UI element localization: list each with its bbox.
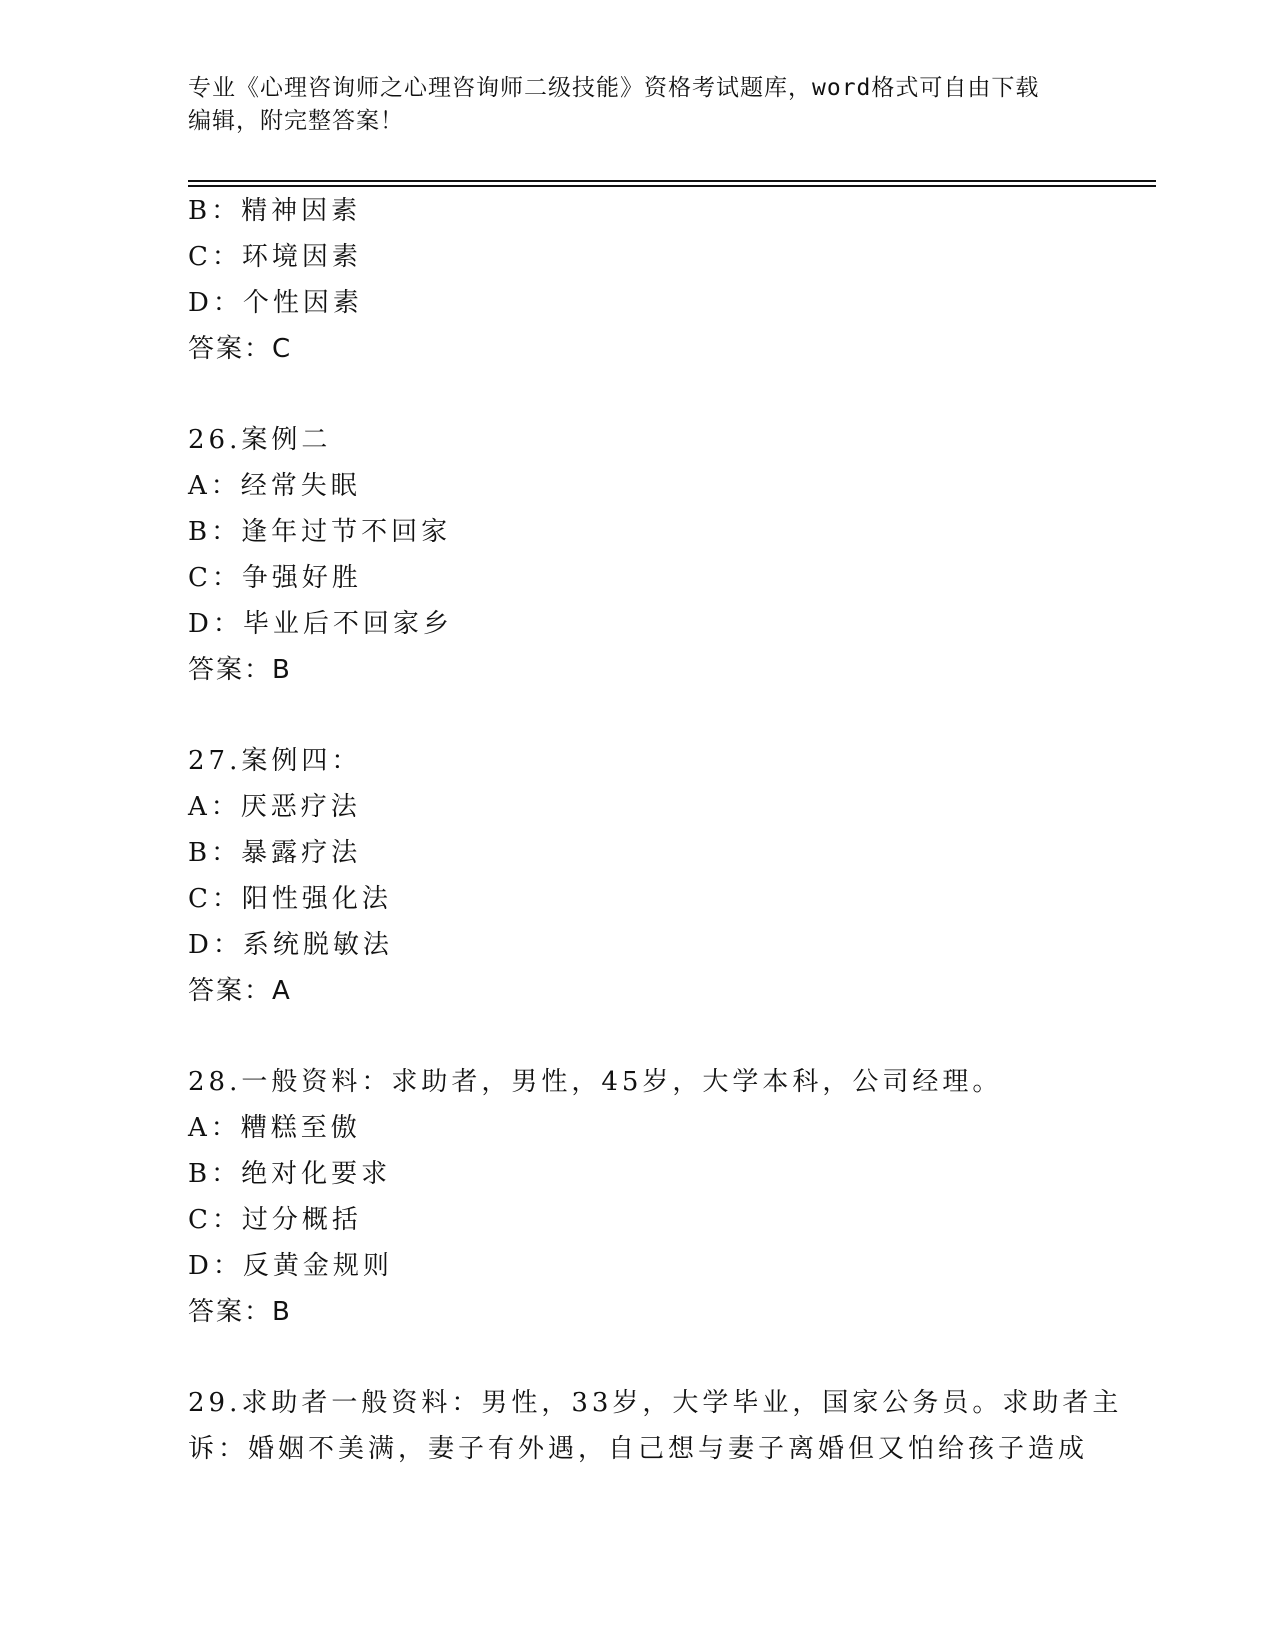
option-a: A：经常失眠 [188, 471, 361, 501]
header-divider-bottom [188, 185, 1156, 187]
document-header [188, 72, 1068, 138]
question-28 [188, 1059, 1088, 1335]
option-b: B：暴露疗法 [188, 838, 362, 868]
option-b: B：逢年过节不回家 [188, 517, 452, 547]
option-c: C：过分概括 [188, 1205, 362, 1235]
question-29 [188, 1380, 1123, 1472]
option-a: A：厌恶疗法 [188, 792, 361, 822]
answer-line: 答案：B [188, 655, 292, 685]
header-line-1: 专业《心理咨询师之心理咨询师二级技能》资格考试题库，word格式可自由下载 [188, 75, 1040, 101]
question-stem: 27.案例四： [188, 746, 362, 776]
question-stem: 26.案例二 [188, 425, 332, 455]
answer-line: 答案：A [188, 976, 292, 1006]
question-26 [188, 417, 1088, 693]
option-b: B：绝对化要求 [188, 1159, 392, 1189]
answer-line: 答案：B [188, 1297, 292, 1327]
option-c: C：环境因素 [188, 242, 362, 272]
header-line-2: 编辑，附完整答案！ [188, 108, 404, 134]
question-list [188, 188, 1123, 1472]
question-27 [188, 738, 1088, 1014]
spacer [188, 693, 1088, 738]
option-d: D：系统脱敏法 [188, 930, 393, 960]
header-divider-top [188, 180, 1156, 182]
option-b: B：精神因素 [188, 196, 362, 226]
question-stem-line-2: 诉：婚姻不美满，妻子有外遇，自己想与妻子离婚但又怕给孩子造成 [188, 1434, 1089, 1464]
answer-line: 答案：C [188, 334, 293, 364]
option-c: C：争强好胜 [188, 563, 362, 593]
spacer [188, 1014, 1088, 1059]
option-d: D：反黄金规则 [188, 1251, 393, 1281]
spacer [188, 1335, 1088, 1380]
spacer [188, 372, 1088, 417]
option-d: D：个性因素 [188, 288, 363, 318]
option-a: A：糟糕至傲 [188, 1113, 361, 1143]
question-25-continuation [188, 188, 1088, 372]
question-stem: 28.一般资料：求助者，男性，45岁，大学本科，公司经理。 [188, 1067, 1003, 1097]
question-stem-line-1: 29.求助者一般资料：男性，33岁，大学毕业，国家公务员。求助者主 [188, 1388, 1123, 1418]
option-c: C：阳性强化法 [188, 884, 392, 914]
option-d: D：毕业后不回家乡 [188, 609, 453, 639]
